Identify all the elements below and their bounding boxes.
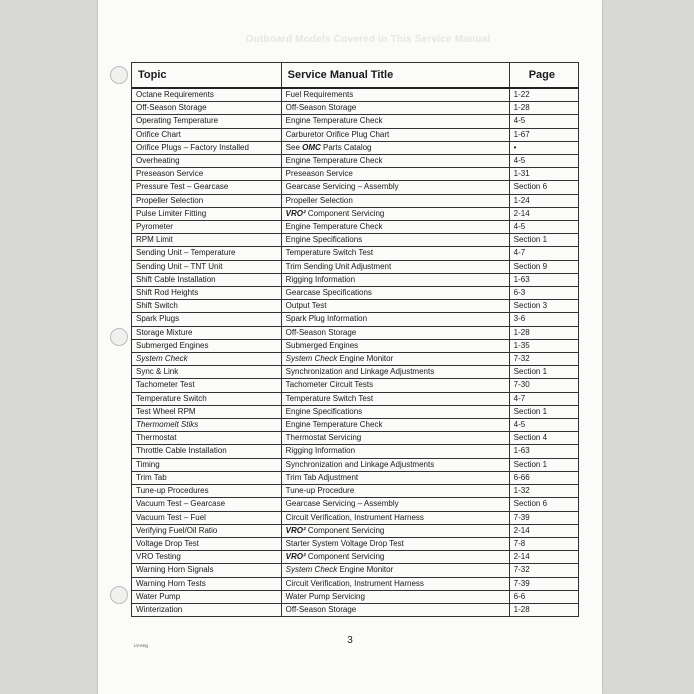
cell-topic: Verifying Fuel/Oil Ratio [132, 524, 282, 537]
cell-title [281, 551, 509, 564]
table-row [132, 234, 579, 247]
cell-page: 4-5 [509, 115, 578, 128]
cell-page: 7-8 [509, 537, 578, 550]
cell-page: Section 6 [509, 181, 578, 194]
cell-page: Section 1 [509, 458, 578, 471]
cell-title [281, 577, 509, 590]
cell-page: 2-14 [509, 551, 578, 564]
punch-hole [110, 586, 128, 604]
cell-title [281, 168, 509, 181]
cell-title [281, 379, 509, 392]
cell-topic: Winterization [132, 603, 282, 616]
cell-page: 1-67 [509, 128, 578, 141]
cell-title [281, 471, 509, 484]
cell-topic: Spark Plugs [132, 313, 282, 326]
title-text: Gearcase Specifications [285, 288, 372, 298]
cell-page: 1-63 [509, 273, 578, 286]
title-italic: System Check [285, 354, 338, 364]
cell-page: 1-63 [509, 445, 578, 458]
cell-page: 4-5 [509, 221, 578, 234]
cell-topic: Water Pump [132, 590, 282, 603]
title-text: Engine Temperature Check [285, 222, 383, 232]
table-row [132, 128, 579, 141]
cell-page: Section 1 [509, 234, 578, 247]
cell-topic: Tachometer Test [132, 379, 282, 392]
cell-title [281, 300, 509, 313]
cell-page: Section 3 [509, 300, 578, 313]
table-header-row [132, 63, 579, 89]
cell-page: 3-6 [509, 313, 578, 326]
table-row [132, 577, 579, 590]
table-row [132, 366, 579, 379]
cell-topic: Propeller Selection [132, 194, 282, 207]
cell-page: 1-32 [509, 485, 578, 498]
cell-title [281, 405, 509, 418]
cell-topic: System Check [132, 353, 282, 366]
cell-title [281, 590, 509, 603]
cell-title [281, 537, 509, 550]
cell-topic: Octane Requirements [132, 88, 282, 102]
table-row [132, 353, 579, 366]
table-row [132, 445, 579, 458]
cell-topic: Shift Rod Heights [132, 287, 282, 300]
cell-title [281, 207, 509, 220]
title-text: Gearcase Servicing – Assembly [285, 182, 399, 192]
table-row [132, 273, 579, 286]
cell-page: 4-7 [509, 247, 578, 260]
cell-title [281, 102, 509, 115]
cell-title [281, 485, 509, 498]
title-text: Temperature Switch Test [285, 393, 374, 403]
table-row [132, 88, 579, 102]
title-text: Tune-up Procedure [285, 486, 355, 496]
table-row [132, 590, 579, 603]
cell-topic: Pressure Test – Gearcase [132, 181, 282, 194]
punch-hole [110, 66, 128, 84]
cell-topic: Trim Tab [132, 471, 282, 484]
table-row [132, 102, 579, 115]
cell-page: Section 4 [509, 432, 578, 445]
table-row [132, 379, 579, 392]
title-text: Thermostat Servicing [285, 433, 362, 443]
title-text: Engine Monitor [337, 354, 394, 364]
cell-topic: Shift Cable Installation [132, 273, 282, 286]
table-row [132, 339, 579, 352]
table-row [132, 326, 579, 339]
cell-page: 2-14 [509, 207, 578, 220]
title-text: Engine Specifications [285, 235, 363, 245]
page-number: 3 [347, 635, 353, 646]
cell-topic: Throttle Cable Installation [132, 445, 282, 458]
title-text: Carburetor Orifice Plug Chart [285, 129, 390, 139]
table-row [132, 432, 579, 445]
table-row [132, 300, 579, 313]
cell-topic: Sending Unit – TNT Unit [132, 260, 282, 273]
title-text: Rigging Information [285, 274, 356, 284]
title-text: Component Servicing [305, 208, 385, 218]
cell-title [281, 326, 509, 339]
table-row [132, 471, 579, 484]
cell-title [281, 221, 509, 234]
footer-code: LV-eng [134, 643, 148, 648]
cell-title [281, 273, 509, 286]
cell-topic: Pyrometer [132, 221, 282, 234]
cell-page: 7-32 [509, 564, 578, 577]
cell-topic: VRO Testing [132, 551, 282, 564]
header-topic: Topic [132, 63, 282, 89]
cell-title [281, 88, 509, 102]
cell-title [281, 392, 509, 405]
cell-title [281, 339, 509, 352]
title-text: Temperature Switch Test [285, 248, 374, 258]
cell-topic: Test Wheel RPM [132, 405, 282, 418]
cell-topic: Voltage Drop Test [132, 537, 282, 550]
cell-page: 7-30 [509, 379, 578, 392]
cell-topic: RPM Limit [132, 234, 282, 247]
cell-title [281, 287, 509, 300]
cell-title [281, 419, 509, 432]
table-row [132, 247, 579, 260]
cell-topic: Warning Horn Tests [132, 577, 282, 590]
punch-hole [110, 328, 128, 346]
cell-title [281, 353, 509, 366]
cell-topic: Operating Temperature [132, 115, 282, 128]
cell-title [281, 511, 509, 524]
title-text: Engine Temperature Check [285, 116, 383, 126]
cell-topic: Orifice Plugs – Factory Installed [132, 141, 282, 154]
title-text: Component Servicing [305, 525, 385, 535]
cell-page: 7-39 [509, 511, 578, 524]
table-row [132, 458, 579, 471]
cell-page: 6-6 [509, 590, 578, 603]
cell-page: 6-66 [509, 471, 578, 484]
table-row [132, 287, 579, 300]
table-row [132, 392, 579, 405]
title-text: Propeller Selection [285, 195, 353, 205]
cell-title [281, 194, 509, 207]
cell-topic: Timing [132, 458, 282, 471]
cell-topic: Warning Horn Signals [132, 564, 282, 577]
cell-topic: Tune-up Procedures [132, 485, 282, 498]
cell-page: 1-24 [509, 194, 578, 207]
cell-topic: Shift Switch [132, 300, 282, 313]
bleed-through-text: Outboard Models Covered in This Service Manual [245, 34, 491, 45]
cell-topic: Overheating [132, 155, 282, 168]
cell-title [281, 141, 509, 154]
cell-title [281, 524, 509, 537]
index-table [131, 62, 579, 617]
cell-title [281, 313, 509, 326]
cell-page: 1-35 [509, 339, 578, 352]
title-text: Engine Monitor [337, 565, 394, 575]
title-text: Trim Sending Unit Adjustment [285, 261, 392, 271]
table-body [132, 88, 579, 617]
title-text: Synchronization and Linkage Adjustments [285, 367, 435, 377]
title-bold: VRO² [285, 208, 306, 218]
title-text: Preseason Service [285, 169, 353, 179]
table-row [132, 168, 579, 181]
cell-topic: Off-Season Storage [132, 102, 282, 115]
cell-topic: Thermomelt Stiks [132, 419, 282, 432]
cell-page: • [509, 141, 578, 154]
cell-title [281, 458, 509, 471]
cell-title [281, 181, 509, 194]
cell-page: 1-28 [509, 326, 578, 339]
cell-page: 1-31 [509, 168, 578, 181]
table-row [132, 498, 579, 511]
title-text: Parts Catalog [320, 142, 372, 152]
cell-page: 6-3 [509, 287, 578, 300]
title-text: Engine Temperature Check [285, 420, 383, 430]
table-row [132, 537, 579, 550]
header-page: Page [509, 63, 578, 89]
cell-topic: Thermostat [132, 432, 282, 445]
cell-title [281, 366, 509, 379]
cell-topic: Preseason Service [132, 168, 282, 181]
cell-page: 4-5 [509, 155, 578, 168]
title-text: Fuel Requirements [285, 90, 354, 99]
table-row [132, 485, 579, 498]
title-text: Starter System Voltage Drop Test [285, 538, 404, 548]
title-pre: See [285, 142, 303, 152]
table-row [132, 419, 579, 432]
table-row [132, 564, 579, 577]
cell-page: 7-32 [509, 353, 578, 366]
table-row [132, 260, 579, 273]
cell-topic: Vacuum Test – Gearcase [132, 498, 282, 511]
cell-topic: Pulse Limiter Fitting [132, 207, 282, 220]
cell-title [281, 260, 509, 273]
title-text: Off-Season Storage [285, 604, 357, 614]
cell-page: Section 1 [509, 405, 578, 418]
title-text: Synchronization and Linkage Adjustments [285, 459, 435, 469]
title-text: Submerged Engines [285, 340, 359, 350]
table-row [132, 194, 579, 207]
cell-title [281, 564, 509, 577]
cell-title [281, 247, 509, 260]
cell-topic: Sync & Link [132, 366, 282, 379]
cell-title [281, 234, 509, 247]
cell-page: 4-7 [509, 392, 578, 405]
table-row [132, 221, 579, 234]
cell-page: 1-28 [509, 102, 578, 115]
cell-page: Section 6 [509, 498, 578, 511]
cell-title [281, 155, 509, 168]
cell-title [281, 498, 509, 511]
title-text: Off-Season Storage [285, 103, 357, 113]
cell-title [281, 115, 509, 128]
cell-page: 4-5 [509, 419, 578, 432]
title-text: Output Test [285, 301, 327, 311]
cell-topic: Submerged Engines [132, 339, 282, 352]
cell-title [281, 128, 509, 141]
table-row [132, 207, 579, 220]
table-row [132, 155, 579, 168]
cell-page: 1-22 [509, 88, 578, 102]
title-text: Off-Season Storage [285, 327, 357, 337]
title-text: Circuit Verification, Instrument Harness [285, 512, 424, 522]
table-row [132, 524, 579, 537]
title-text: Gearcase Servicing – Assembly [285, 499, 399, 509]
table-row [132, 141, 579, 154]
cell-topic: Vacuum Test – Fuel [132, 511, 282, 524]
title-text: Spark Plug Information [285, 314, 368, 324]
title-text: Water Pump Servicing [285, 591, 365, 601]
title-bold: OMC [302, 142, 321, 152]
table-row [132, 181, 579, 194]
cell-topic: Temperature Switch [132, 392, 282, 405]
title-text: Engine Specifications [285, 406, 363, 416]
cell-title [281, 603, 509, 616]
cell-title [281, 432, 509, 445]
title-italic: System Check [285, 565, 338, 575]
cell-page: 1-28 [509, 603, 578, 616]
title-bold: VRO² [285, 552, 306, 562]
cell-title [281, 445, 509, 458]
title-text: Tachometer Circuit Tests [285, 380, 374, 390]
title-text: Component Servicing [305, 552, 385, 562]
cell-page: Section 1 [509, 366, 578, 379]
title-text: Engine Temperature Check [285, 156, 383, 166]
title-bold: VRO² [285, 525, 306, 535]
table-row [132, 511, 579, 524]
table-row [132, 115, 579, 128]
cell-page: 7-39 [509, 577, 578, 590]
table-row [132, 551, 579, 564]
cell-topic: Orifice Chart [132, 128, 282, 141]
table-row [132, 313, 579, 326]
cell-topic: Sending Unit – Temperature [132, 247, 282, 260]
title-text: Trim Tab Adjustment [285, 472, 359, 482]
title-text: Rigging Information [285, 446, 356, 456]
cell-page: Section 9 [509, 260, 578, 273]
table-row [132, 405, 579, 418]
header-title: Service Manual Title [281, 63, 509, 89]
table-row [132, 603, 579, 616]
cell-page: 2-14 [509, 524, 578, 537]
title-text: Circuit Verification, Instrument Harness [285, 578, 424, 588]
cell-topic: Storage Mixture [132, 326, 282, 339]
